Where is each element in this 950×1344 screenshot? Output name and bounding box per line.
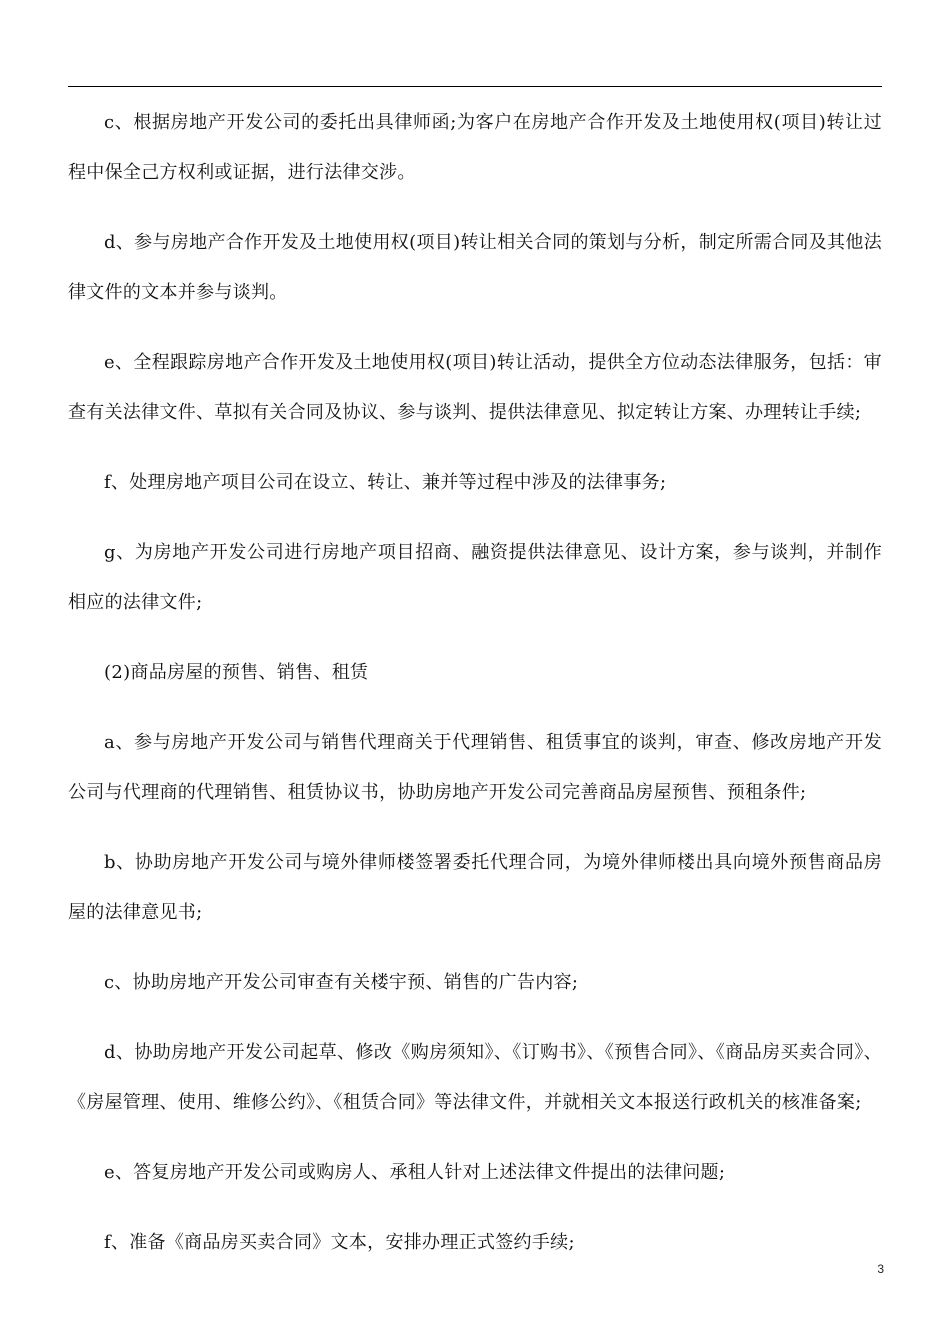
header-rule — [68, 86, 882, 87]
paragraph-b-overseas-law-firm: b、协助房地产开发公司与境外律师楼签署委托代理合同，为境外律师楼出具向境外预售商品房屋的法律意见书; — [68, 852, 882, 923]
paragraph-f-signing-procedures: f、准备《商品房买卖合同》文本，安排办理正式签约手续; — [104, 1232, 575, 1253]
paragraph-d-drafting-documents: d、协助房地产开发公司起草、修改《购房须知》、《订购书》、《预售合同》、《商品房买卖合同》、《房屋管理、使用、维修公约》、《租赁合同》等法律文件，并就相关文本报送行政机关的核准备案; — [68, 1042, 882, 1113]
paragraph-e-full-tracking: e、全程跟踪房地产合作开发及土地使用权(项目)转让活动，提供全方位动态法律服务，包括：审查有关法律文件、草拟有关合同及协议、参与谈判、提供法律意见、拟定转让方案、办理转让手续; — [68, 352, 882, 423]
paragraph-d-contract-planning: d、参与房地产合作开发及土地使用权(项目)转让相关合同的策划与分析，制定所需合同及其他法律文件的文本并参与谈判。 — [68, 232, 882, 303]
document-body — [68, 98, 882, 1288]
section-heading-presale-sale-lease: (2)商品房屋的预售、销售、租赁 — [104, 662, 369, 683]
paragraph-c-lawyer-letter: c、根据房地产开发公司的委托出具律师函;为客户在房地产合作开发及土地使用权(项目)转让过程中保全己方权利或证据，进行法律交涉。 — [68, 112, 882, 183]
paragraph-f-project-company: f、处理房地产项目公司在设立、转让、兼并等过程中涉及的法律事务; — [104, 472, 667, 493]
paragraph-e-answer-questions: e、答复房地产开发公司或购房人、承租人针对上述法律文件提出的法律问题; — [104, 1162, 726, 1183]
paragraph-g-investment-financing: g、为房地产开发公司进行房地产项目招商、融资提供法律意见、设计方案，参与谈判，并制作相应的法律文件; — [68, 542, 882, 613]
paragraph-a-sales-agent: a、参与房地产开发公司与销售代理商关于代理销售、租赁事宜的谈判，审查、修改房地产开发公司与代理商的代理销售、租赁协议书，协助房地产开发公司完善商品房屋预售、预租条件; — [68, 732, 882, 803]
paragraph-c-advertising-review: c、协助房地产开发公司审查有关楼宇预、销售的广告内容; — [104, 972, 579, 993]
page-number: 3 — [877, 1262, 884, 1276]
